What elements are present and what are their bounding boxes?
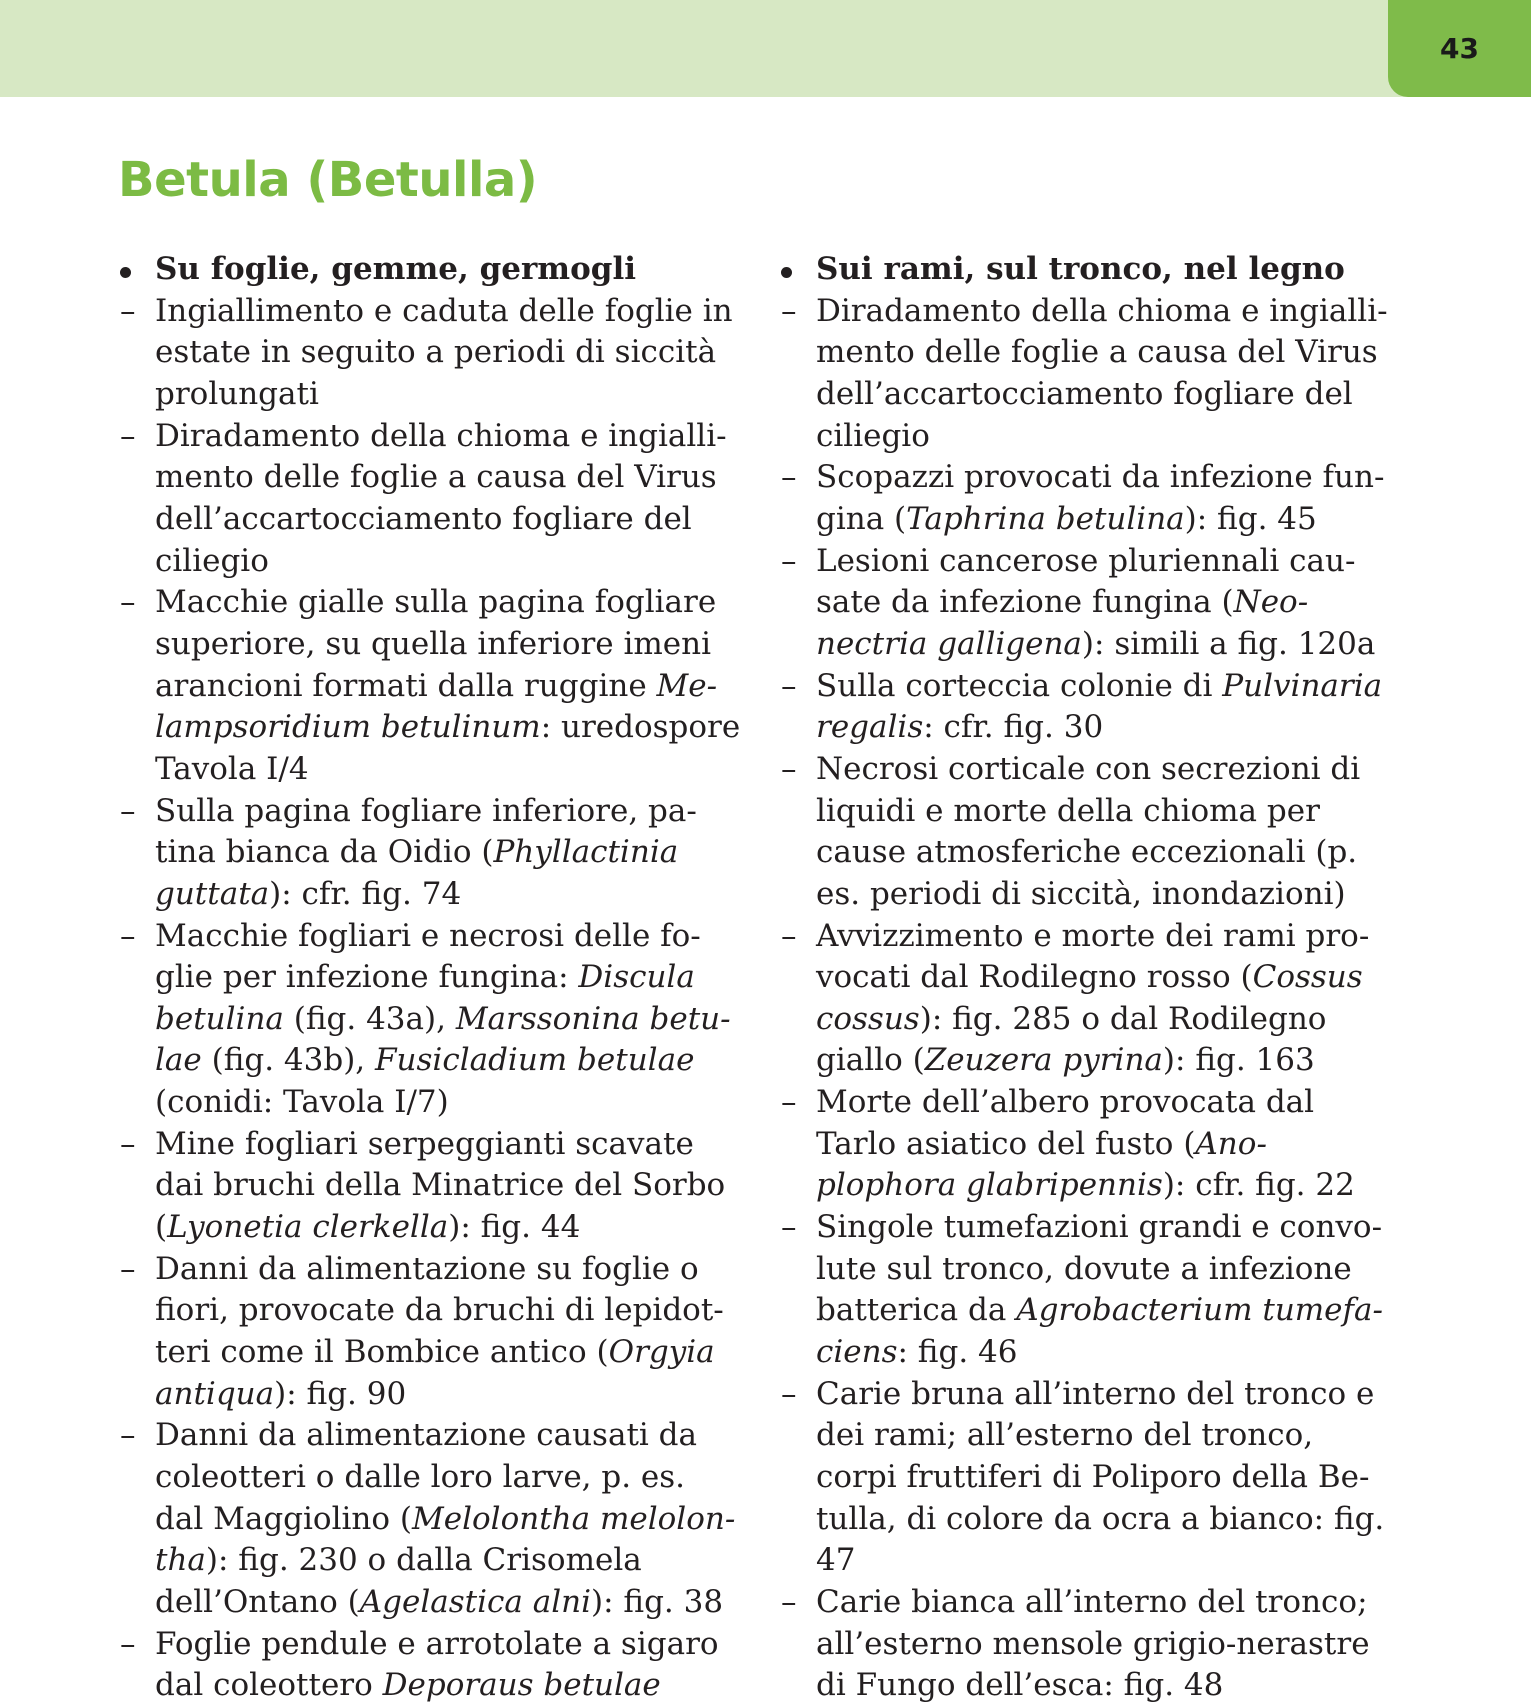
text-line xyxy=(155,291,733,333)
text-line xyxy=(155,1207,733,1249)
text-line xyxy=(816,1040,1394,1082)
text-segment: di Fungo dell’esca: fig. 48 xyxy=(816,1667,1224,1704)
text-line xyxy=(816,1457,1394,1499)
list-item xyxy=(779,749,1394,916)
species-name: Melolontha melolon- xyxy=(412,1500,736,1537)
left-column xyxy=(118,249,741,1707)
text-segment: (conidi: Tavola I/7) xyxy=(155,1084,449,1121)
text-segment: ): fig. 90 xyxy=(274,1375,407,1412)
text-line xyxy=(155,1457,733,1499)
text-segment: Morte dell’albero provocata dal xyxy=(816,1084,1315,1121)
text-line xyxy=(816,457,1394,499)
dash-icon: – xyxy=(781,1375,797,1412)
dash-icon: – xyxy=(781,292,797,329)
text-segment: ciliegio xyxy=(155,542,269,579)
text-segment: superiore, su quella inferiore imeni xyxy=(155,625,712,662)
text-segment: es. periodi di siccità, inondazioni) xyxy=(816,875,1346,912)
species-name: Marssonina betu- xyxy=(455,1000,731,1037)
section-heading-text: Su foglie, gemme, germogli xyxy=(155,251,637,287)
text-segment: giallo ( xyxy=(816,1042,925,1079)
text-segment: estate in seguito a periodi di siccità xyxy=(155,334,717,371)
dash-icon: – xyxy=(781,459,797,496)
list-item xyxy=(118,1249,733,1416)
text-line xyxy=(816,749,1394,791)
species-name: betulina xyxy=(155,1000,284,1037)
page-number-tab xyxy=(1388,0,1531,97)
species-name: Deporaus betulae xyxy=(382,1667,661,1704)
text-segment: dell’Ontano ( xyxy=(155,1584,360,1620)
text-segment: ): cfr. fig. 74 xyxy=(269,875,462,912)
list-item xyxy=(118,1415,736,1623)
text-line xyxy=(155,1249,733,1291)
list-item xyxy=(779,666,1394,749)
text-segment: ): simili a fig. 120a xyxy=(1081,625,1376,662)
text-line xyxy=(155,791,733,833)
dash-icon: – xyxy=(781,667,797,704)
text-line xyxy=(155,457,733,499)
species-name: Neo- xyxy=(1233,584,1309,621)
text-line xyxy=(816,291,1394,333)
dash-icon: – xyxy=(781,917,797,954)
text-line xyxy=(816,1499,1394,1541)
text-line xyxy=(816,1374,1394,1416)
text-line xyxy=(155,416,733,458)
text-line xyxy=(155,1582,733,1624)
page-title: Betula (Betulla) xyxy=(118,152,538,208)
species-name: Discula xyxy=(578,959,695,996)
species-name: Cossus xyxy=(1252,959,1363,996)
text-segment: 47 xyxy=(816,1542,856,1579)
text-line xyxy=(816,957,1394,999)
text-line xyxy=(155,1540,733,1582)
text-line xyxy=(155,1665,733,1707)
text-line xyxy=(816,916,1394,958)
right-column xyxy=(779,249,1394,1707)
text-segment: dai bruchi della Minatrice del Sorbo xyxy=(155,1167,726,1204)
text-segment: ( xyxy=(155,1209,168,1246)
text-segment: tulla, di colore da ocra a bianco: fig. xyxy=(816,1500,1385,1537)
text-segment: Mine fogliari serpeggianti scavate xyxy=(155,1125,694,1162)
text-line xyxy=(155,957,733,999)
text-segment: : fig. 46 xyxy=(897,1334,1018,1371)
species-name: tha xyxy=(155,1542,206,1579)
text-line xyxy=(816,499,1394,541)
text-line xyxy=(155,582,733,624)
text-segment: Danni da alimentazione causati da xyxy=(155,1417,698,1454)
top-band xyxy=(0,0,1531,97)
text-line xyxy=(155,999,733,1041)
dash-icon: – xyxy=(120,1625,136,1662)
text-segment: lute sul tronco, dovute a infezione xyxy=(816,1250,1352,1287)
species-name: Agelastica alni xyxy=(359,1584,592,1620)
species-name: Agrobacterium tumefa- xyxy=(1016,1292,1383,1329)
text-line xyxy=(816,874,1394,916)
text-line xyxy=(155,1332,733,1374)
text-segment: prolungati xyxy=(155,375,319,412)
text-line xyxy=(155,1374,733,1416)
text-line xyxy=(816,624,1394,666)
species-name: antiqua xyxy=(155,1375,275,1412)
list-item xyxy=(779,1374,1394,1582)
text-segment: Sulla pagina fogliare inferiore, pa- xyxy=(155,792,697,829)
text-segment: ): fig. 285 o dal Rodilegno xyxy=(919,1000,1327,1037)
text-segment: sate da infezione fungina ( xyxy=(816,584,1234,621)
dash-icon: – xyxy=(781,542,797,579)
text-segment: dal coleottero xyxy=(155,1667,383,1704)
text-segment: (fig. 43b), xyxy=(201,1042,376,1079)
text-line xyxy=(155,541,733,583)
text-segment: Macchie fogliari e necrosi delle fo- xyxy=(155,917,701,954)
list-item xyxy=(779,541,1394,666)
text-segment: Carie bianca all’interno del tronco; xyxy=(816,1584,1368,1620)
dash-icon: – xyxy=(120,417,136,454)
species-name: Fusicladium betulae xyxy=(375,1042,695,1079)
text-line xyxy=(816,332,1394,374)
text-segment: dell’accartocciamento fogliare del xyxy=(816,375,1353,412)
text-segment: mento delle foglie a causa del Virus xyxy=(155,459,717,496)
text-segment: Tavola I/4 xyxy=(155,750,309,787)
text-line xyxy=(155,666,733,708)
text-segment: all’esterno mensole grigio-nerastre xyxy=(816,1625,1370,1662)
text-segment: Foglie pendule e arrotolate a sigaro xyxy=(155,1625,719,1662)
list-item xyxy=(118,916,733,1124)
species-name: Ano- xyxy=(1195,1125,1267,1162)
text-segment: : uredospore xyxy=(540,709,741,746)
text-segment: Ingiallimento e caduta delle foglie in xyxy=(155,292,733,329)
text-segment: Lesioni cancerose pluriennali cau- xyxy=(816,542,1356,579)
text-segment: batterica da xyxy=(816,1292,1017,1329)
text-segment: Singole tumefazioni grandi e convo- xyxy=(816,1209,1383,1246)
page-number: 43 xyxy=(1440,32,1479,65)
species-name: cossus xyxy=(816,1000,920,1037)
text-segment: mento delle foglie a causa del Virus xyxy=(816,334,1378,371)
dash-icon: – xyxy=(120,1417,136,1454)
dash-icon: – xyxy=(781,750,797,787)
text-segment: Avvizzimento e morte dei rami pro- xyxy=(816,917,1370,954)
species-name: Me- xyxy=(656,667,718,704)
bullet-icon xyxy=(120,267,131,278)
text-segment: ): fig. 45 xyxy=(1184,500,1317,537)
text-segment: coleotteri o dalle loro larve, p. es. xyxy=(155,1459,686,1496)
text-segment: vocati dal Rodilegno rosso ( xyxy=(816,959,1253,996)
text-line xyxy=(155,332,733,374)
text-line xyxy=(816,1332,1394,1374)
text-segment: Scopazzi provocati da infezione fun- xyxy=(816,459,1385,496)
text-line xyxy=(816,416,1394,458)
text-segment: Sulla corteccia colonie di xyxy=(816,667,1223,704)
text-line xyxy=(155,1165,733,1207)
species-name: Taphrina betulina xyxy=(906,500,1185,537)
text-line xyxy=(155,707,741,749)
text-segment: Tarlo asiatico del fusto ( xyxy=(816,1125,1196,1162)
text-line xyxy=(155,916,733,958)
list-item xyxy=(118,791,733,916)
species-name: Pulvinaria xyxy=(1222,667,1383,704)
text-line xyxy=(816,541,1394,583)
text-line xyxy=(816,1207,1394,1249)
text-line xyxy=(816,1290,1394,1332)
text-line xyxy=(155,1082,733,1124)
symptom-list xyxy=(118,291,741,1707)
dash-icon: – xyxy=(120,1250,136,1287)
text-segment: Diradamento della chioma e ingialli- xyxy=(816,292,1388,329)
text-line xyxy=(816,1165,1394,1207)
text-line xyxy=(816,999,1394,1041)
dash-icon: – xyxy=(120,292,136,329)
species-name: guttata xyxy=(155,875,270,912)
text-line xyxy=(816,1082,1394,1124)
text-line xyxy=(155,1124,733,1166)
text-segment: Danni da alimentazione su foglie o xyxy=(155,1250,699,1287)
list-item xyxy=(118,416,733,583)
dash-icon: – xyxy=(120,584,136,621)
text-segment: ): fig. 44 xyxy=(448,1209,581,1246)
text-segment: gina ( xyxy=(816,500,907,537)
species-name: lampsoridium betulinum xyxy=(155,709,541,746)
species-name: lae xyxy=(155,1042,202,1079)
dash-icon: – xyxy=(120,792,136,829)
text-line xyxy=(816,1582,1394,1624)
list-item xyxy=(779,916,1394,1083)
text-segment: cause atmosferiche eccezionali (p. xyxy=(816,834,1358,871)
text-line xyxy=(816,1124,1394,1166)
list-item xyxy=(118,1624,733,1707)
species-name: plophora glabripennis xyxy=(816,1167,1163,1204)
text-line xyxy=(155,749,733,791)
list-item xyxy=(779,1207,1394,1374)
species-name: Lyonetia clerkella xyxy=(167,1209,449,1246)
text-line xyxy=(155,499,733,541)
text-line xyxy=(816,1665,1394,1707)
text-segment: arancioni formati dalla ruggine xyxy=(155,667,657,704)
text-line xyxy=(155,1290,733,1332)
text-segment: corpi fruttiferi di Poliporo della Be- xyxy=(816,1459,1370,1496)
dash-icon: – xyxy=(120,1125,136,1162)
text-line xyxy=(816,832,1394,874)
species-name: regalis xyxy=(816,709,924,746)
text-segment: ): fig. 163 xyxy=(1162,1042,1315,1079)
text-line xyxy=(816,1624,1394,1666)
text-segment: (fig. 43a), xyxy=(283,1000,456,1037)
text-line xyxy=(155,1499,736,1541)
text-line xyxy=(816,707,1394,749)
species-name: Zeuzera pyrina xyxy=(924,1042,1163,1079)
list-item xyxy=(779,457,1394,540)
text-segment: dell’accartocciamento fogliare del xyxy=(155,500,692,537)
species-name: Orgyia xyxy=(608,1334,715,1371)
text-line xyxy=(816,666,1394,708)
species-name: Phyllactinia xyxy=(493,834,679,871)
text-line xyxy=(155,374,733,416)
text-segment: ): fig. 38 xyxy=(591,1584,724,1620)
text-segment: Diradamento della chioma e ingialli- xyxy=(155,417,727,454)
text-segment: Macchie gialle sulla pagina fogliare xyxy=(155,584,717,621)
text-line xyxy=(155,874,733,916)
section-heading xyxy=(779,249,1394,291)
text-line xyxy=(155,832,733,874)
list-item xyxy=(779,1582,1394,1707)
list-item xyxy=(118,291,733,416)
text-line xyxy=(155,1040,733,1082)
text-line xyxy=(155,1624,733,1666)
text-segment: ciliegio xyxy=(816,417,930,454)
dash-icon: – xyxy=(781,1209,797,1246)
text-segment: glie per infezione fungina: xyxy=(155,959,579,996)
text-segment: liquidi e morte della chioma per xyxy=(816,792,1320,829)
dash-icon: – xyxy=(781,1584,797,1620)
text-segment: teri come il Bombice antico ( xyxy=(155,1334,609,1371)
text-segment: dal Maggiolino ( xyxy=(155,1500,412,1537)
species-name: ciens xyxy=(816,1334,898,1371)
bullet-icon xyxy=(781,267,792,278)
list-item xyxy=(118,1124,733,1249)
text-line xyxy=(816,1415,1394,1457)
dash-icon: – xyxy=(781,1084,797,1121)
list-item xyxy=(118,582,741,790)
species-name: nectria galligena xyxy=(816,625,1082,662)
text-line xyxy=(816,1249,1394,1291)
section-heading xyxy=(118,249,733,291)
text-segment: : cfr. fig. 30 xyxy=(923,709,1104,746)
text-segment: Necrosi corticale con secrezioni di xyxy=(816,750,1361,787)
text-line xyxy=(816,582,1394,624)
text-segment: ): cfr. fig. 22 xyxy=(1162,1167,1355,1204)
text-line xyxy=(816,791,1394,833)
text-line xyxy=(816,374,1394,416)
text-segment: tina bianca da Oidio ( xyxy=(155,834,494,871)
text-line xyxy=(155,624,733,666)
list-item xyxy=(779,1082,1394,1207)
section-heading-text: Sui rami, sul tronco, nel legno xyxy=(816,251,1345,287)
text-line xyxy=(816,1540,1394,1582)
symptom-list xyxy=(779,291,1394,1707)
text-segment: fiori, provocate da bruchi di lepidot- xyxy=(155,1292,724,1329)
text-segment: dei rami; all’esterno del tronco, xyxy=(816,1417,1314,1454)
dash-icon: – xyxy=(120,917,136,954)
text-segment: Carie bruna all’interno del tronco e xyxy=(816,1375,1375,1412)
text-line xyxy=(155,1415,733,1457)
list-item xyxy=(779,291,1394,458)
text-segment: ): fig. 230 o dalla Crisomela xyxy=(205,1542,642,1579)
